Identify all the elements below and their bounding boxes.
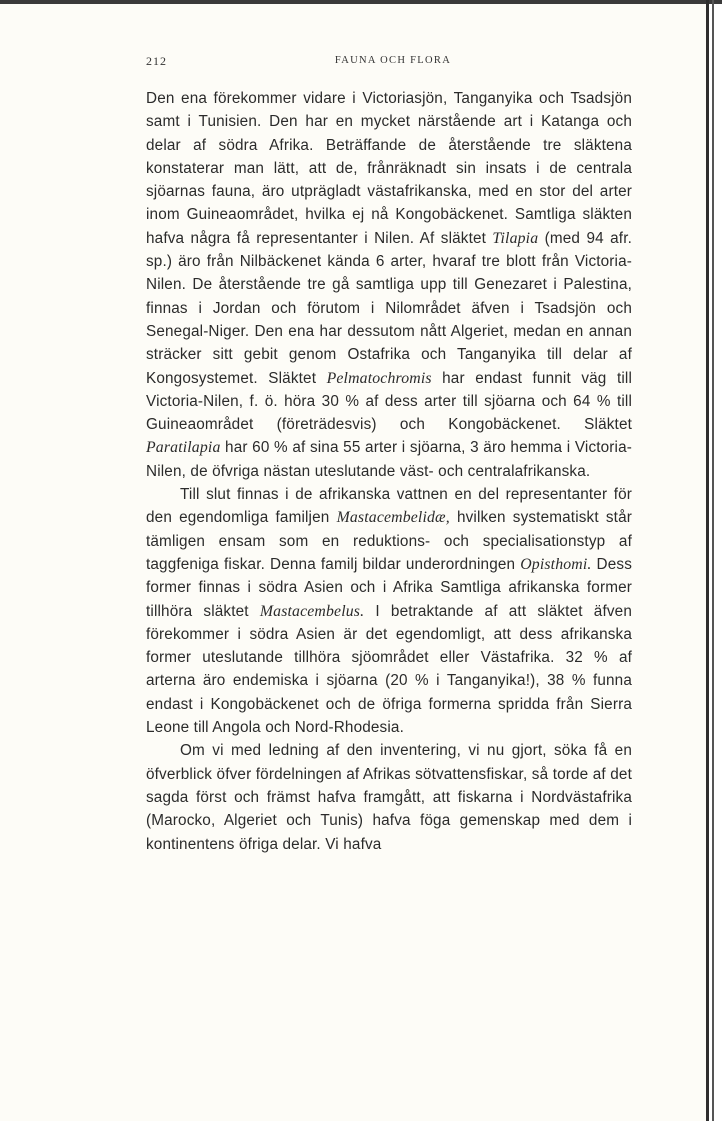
species-name: Opisthomi. bbox=[520, 555, 592, 573]
scan-edge-right-outer bbox=[712, 0, 714, 1121]
text-run: har 60 % af sina 55 arter i sjöarna, 3 äro hemma i Victoria-Nilen, de öfvriga nästan uteslutande väst- och centralafrikanska. bbox=[146, 439, 632, 480]
scan-edge-right bbox=[706, 0, 709, 1121]
text-run: I betraktande af att släktet äfven förekommer i södra Asien är det egendomligt, att dess afrikanska former uteslutande tillhöra sjöområdet eller Västafrika. 32 % af arterna äro endemiska i sjöarna (20 % i Tanganyika!), 38 % funna endast i Kongobäckenet och de öfriga formerna spridda från Sierra Leone till Angola och Nord-Rhodesia. bbox=[146, 602, 632, 737]
paragraph-3 bbox=[146, 739, 632, 855]
text-run: Till slut finnas i de afrikanska vattnen en del representanter för den egendomliga familjen bbox=[146, 486, 632, 527]
text-run: hvilken systematiskt står tämligen ensam som en reduktions- och specialisationstyp af taggfeniga fiskar. Denna familj bildar underordningen bbox=[146, 509, 632, 573]
text-run: Dess former finnas i södra Asien och i Afrika Samtliga afrikanska former tillhöra släktet bbox=[146, 555, 632, 620]
paragraph-2 bbox=[146, 483, 632, 739]
body-text bbox=[146, 87, 632, 856]
text-run: har endast funnit väg till Victoria-Nilen, f. ö. höra 30 % af dess arter till sjöarna och 64 % till Guineaområdet (företrädesvis) och Kongobäckenet. Släktet bbox=[146, 369, 632, 434]
scan-edge-top bbox=[0, 0, 722, 4]
running-head: FAUNA OCH FLORA bbox=[334, 55, 452, 66]
species-name: Pelmatochromis bbox=[326, 369, 432, 387]
page-header bbox=[146, 54, 640, 72]
species-name: Tilapia bbox=[492, 229, 539, 247]
species-name: Paratilapia bbox=[146, 439, 221, 457]
text-run: Den ena förekommer vidare i Victoriasjön, Tanganyika och Tsadsjön samt i Tunisien. Den har en mycket närstående art i Katanga och delar af södra Afrika. Beträffande de återstående tre släktena konstaterar man lätt, att de, frånräknadt sin insats i de centrala sjöarnas fauna, äro utprägladt västafrikanska, med en stor del arter inom Guineaområdet, hvilka ej nå Kongobäckenet. Samtliga släkten hafva några få representanter i Nilen. Af släktet bbox=[146, 90, 632, 247]
text-run: (med 94 afr. sp.) äro från Nilbäckenet kända 6 arter, hvaraf tre blott från Victoria-Nilen. De återstående tre gå samtliga upp till Genezaret i Palestina, finnas i Jordan och förutom i Nilområdet äfven i Tsadsjön och Senegal-Niger. Den ena har dessutom nått Algeriet, medan en annan sträcker sitt gebit genom Ostafrika och Tanganyika till delar af Kongosystemet. Släktet bbox=[146, 229, 632, 387]
paragraph-1 bbox=[146, 87, 632, 483]
text-run: Om vi med ledning af den inventering, vi nu gjort, söka få en öfverblick öfver fördelningen af Afrikas sötvattensfiskar, så torde af det sagda först och främst hafva framgått, att fiskarna i Nordvästafrika (Marocko, Algeriet och Tunis) hafva föga gemenskap med dem i kontinentens öfriga delar. Vi hafva bbox=[146, 742, 632, 853]
species-name: Mastacembelus. bbox=[259, 602, 365, 620]
species-name: Mastacembelidæ, bbox=[336, 509, 450, 527]
page-number: 212 bbox=[146, 54, 167, 68]
